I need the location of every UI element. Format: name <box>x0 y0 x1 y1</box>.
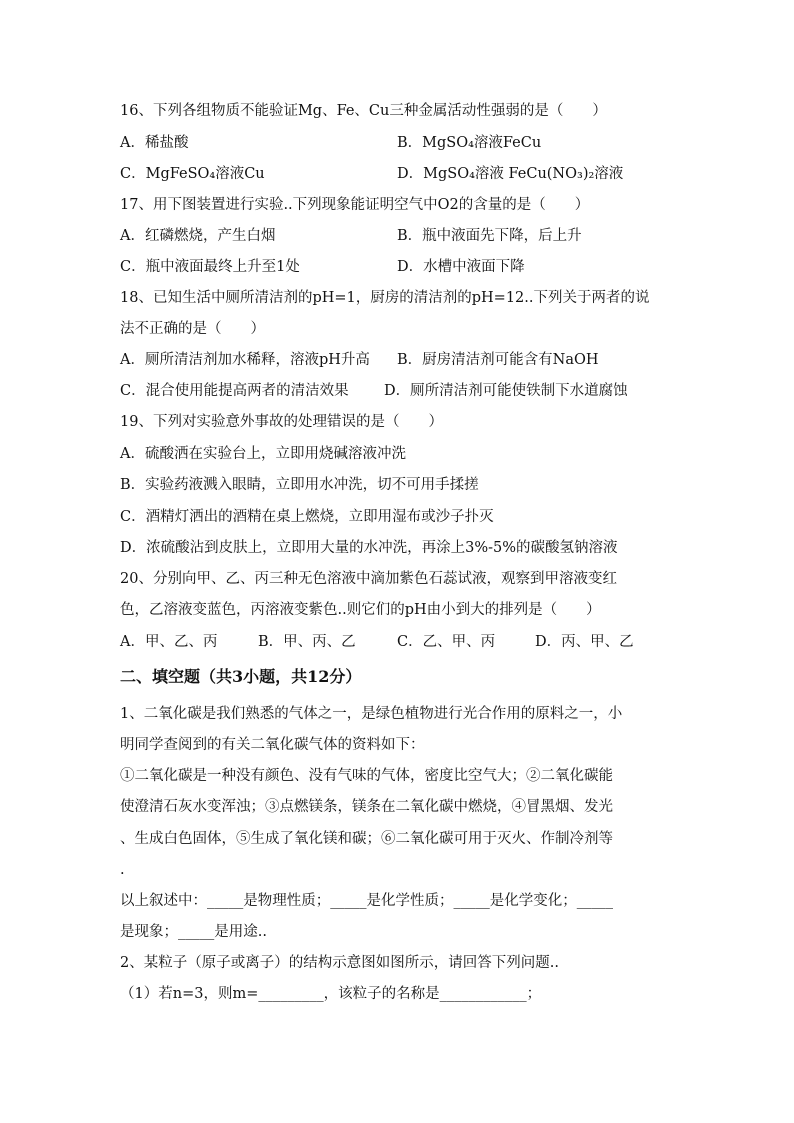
q17-options-row2 <box>0 257 794 277</box>
q20-option-a: A．甲、乙、丙 <box>120 634 218 650</box>
q19-option-c: C．酒精灯洒出的酒精在桌上燃烧，立即用湿布或沙子扑灭 <box>120 509 494 525</box>
q18-options-row1 <box>0 350 794 370</box>
q17-option-b: B．瓶中液面先下降，后上升 <box>397 228 582 244</box>
q18-option-b: B．厨房清洁剂可能含有NaOH <box>397 352 599 368</box>
fill1-line1: 1、二氧化碳是我们熟悉的气体之一，是绿色植物进行光合作用的原料之一，小 <box>120 706 623 722</box>
fill1-line2: 明同学查阅到的有关二氧化碳气体的资料如下： <box>120 737 425 753</box>
q18-option-c: C．混合使用能提高两者的清洁效果 <box>120 383 349 399</box>
q17-option-c: C．瓶中液面最终上升至1处 <box>120 259 300 275</box>
fill1-line4: 使澄清石灰水变浑浊；③点燃镁条，镁条在二氧化碳中燃烧，④冒黑烟、发光 <box>120 799 613 815</box>
q19-stem: 19、下列对实验意外事故的处理错误的是（ ） <box>120 414 443 430</box>
fill1-line6: . <box>120 862 125 878</box>
q18-options-row2 <box>0 381 794 401</box>
q20-options-row <box>0 632 794 652</box>
q17-option-a: A．红磷燃烧，产生白烟 <box>120 228 276 244</box>
q20-option-d: D．丙、甲、乙 <box>535 634 634 650</box>
q18-option-d: D．厕所清洁剂可能使铁制下水道腐蚀 <box>384 383 628 399</box>
q16-options-row1 <box>0 133 794 153</box>
q18-stem-line1: 18、已知生活中厕所清洁剂的pH=1，厨房的清洁剂的pH=12..下列关于两者的说 <box>120 290 650 306</box>
q17-option-d: D．水槽中液面下降 <box>397 259 525 275</box>
fill1-line3: ①二氧化碳是一种没有颜色、没有气味的气体，密度比空气大；②二氧化碳能 <box>120 768 613 784</box>
q17-stem: 17、用下图装置进行实验..下列现象能证明空气中O2的含量的是（ ） <box>120 197 590 213</box>
q18-stem-line2: 法不正确的是（ ） <box>120 321 265 337</box>
q19-option-a: A．硫酸洒在实验台上，立即用烧碱溶液冲洗 <box>120 446 406 462</box>
q16-option-a: A．稀盐酸 <box>120 135 189 151</box>
q20-option-b: B．甲、丙、乙 <box>258 634 356 650</box>
q19-option-d: D．浓硫酸沾到皮肤上，立即用大量的水冲洗，再涂上3%-5%的碳酸氢钠溶液 <box>120 540 618 556</box>
fill1-line8: 是现象；_____是用途.. <box>120 924 267 940</box>
q19-option-b: B．实验药液溅入眼睛，立即用水冲洗，切不可用手揉搓 <box>120 477 479 493</box>
q17-options-row1 <box>0 226 794 246</box>
q20-option-c: C．乙、甲、丙 <box>397 634 496 650</box>
q16-options-row2 <box>0 164 794 184</box>
section-heading: 二、填空题（共3小题，共12分） <box>120 667 362 686</box>
fill2-line2: （1）若n=3，则m=_________，该粒子的名称是____________； <box>120 986 542 1002</box>
q20-stem-line1: 20、分别向甲、乙、丙三种无色溶液中滴加紫色石蕊试液，观察到甲溶液变红 <box>120 571 617 587</box>
fill2-line1: 2、某粒子（原子或离子）的结构示意图如图所示，请回答下列问题.. <box>120 955 559 971</box>
q16-option-b: B．MgSO₄溶液FeCu <box>397 135 542 151</box>
q16-option-d: D．MgSO₄溶液 FeCu(NO₃)₂溶液 <box>397 166 624 182</box>
q20-stem-line2: 色，乙溶液变蓝色，丙溶液变紫色..则它们的pH由小到大的排列是（ ） <box>120 602 601 618</box>
q16-stem: 16、下列各组物质不能验证Mg、Fe、Cu三种金属活动性强弱的是（ ） <box>120 103 607 119</box>
fill1-line7: 以上叙述中：_____是物理性质；_____是化学性质；_____是化学变化；_____ <box>120 893 613 909</box>
q16-option-c: C．MgFeSO₄溶液Cu <box>120 166 265 182</box>
q18-option-a: A．厕所清洁剂加水稀释，溶液pH升高 <box>120 352 370 368</box>
fill1-line5: 、生成白色固体，⑤生成了氧化镁和碳；⑥二氧化碳可用于灭火、作制冷剂等 <box>120 831 613 847</box>
